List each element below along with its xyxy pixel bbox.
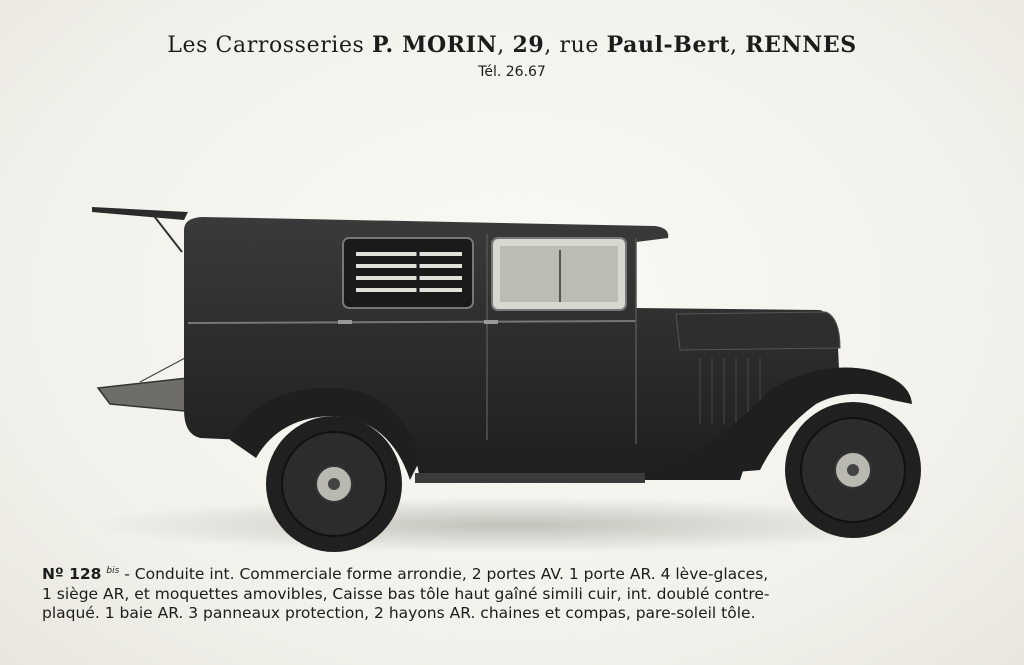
hood: [676, 312, 840, 350]
front-wheel: [785, 402, 921, 538]
lower-hatch: [98, 378, 196, 412]
running-board: [415, 473, 645, 483]
caption-line-2: 1 siège AR, et moquettes amovibles, Caisse bas tôle haut gaîné simili cuir, int. doublé contre-: [42, 584, 770, 603]
page-title: [0, 32, 1024, 58]
caption-line-1: [42, 562, 972, 585]
caption: [42, 562, 972, 624]
car-photo: [80, 190, 940, 560]
model-ref-suffix: bis: [106, 566, 120, 576]
caption-text-1: - Conduite int. Commerciale forme arrondie, 2 portes AV. 1 porte AR. 4 lève-glaces,: [119, 565, 769, 584]
title-part-street: Paul-Bert: [606, 32, 731, 58]
phone-number: Tél. 26.67: [478, 64, 546, 80]
door-handle: [338, 320, 352, 324]
rear-wheel: [266, 416, 402, 552]
title-part: ,: [497, 33, 513, 58]
door-handle-front: [484, 320, 498, 324]
title-part: ,: [730, 33, 746, 58]
title-part-number: 29: [512, 32, 545, 58]
upper-hatch: [92, 207, 188, 220]
model-ref: Nº 128: [42, 565, 102, 584]
title-part-name: P. MORIN: [372, 32, 498, 58]
title-part: Les Carrosseries: [167, 33, 373, 58]
rear-side-window: [343, 238, 473, 308]
title-part: , rue: [544, 33, 607, 58]
title-part-city: RENNES: [745, 32, 857, 58]
hatch-strut: [154, 216, 182, 252]
caption-line-3: plaqué. 1 baie AR. 3 panneaux protection, 2 hayons AR. chaines et compas, pare-soleil tôle.: [42, 604, 756, 623]
